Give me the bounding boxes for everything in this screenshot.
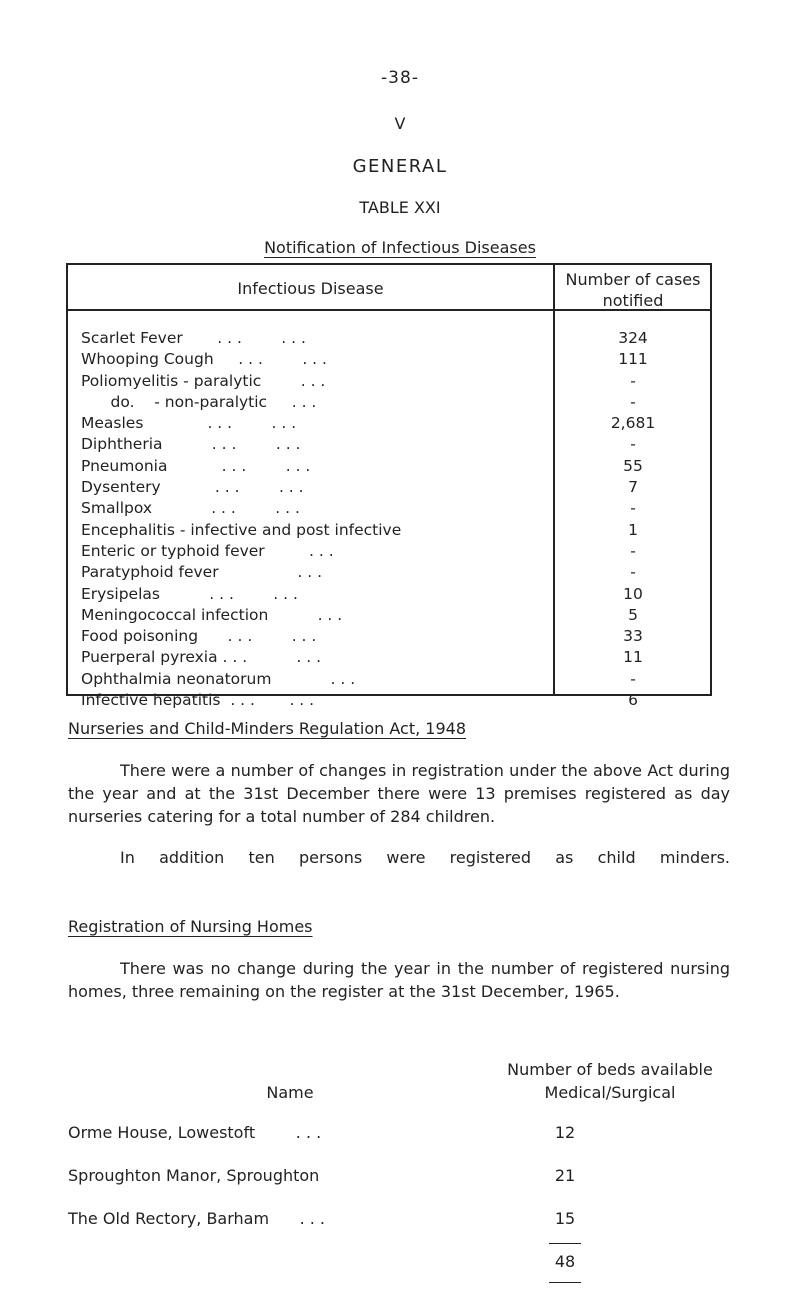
- home-name: The Old Rectory, Barham . . .: [68, 1209, 325, 1228]
- column-header-cases-line2: notified: [602, 291, 664, 310]
- child-minders-paragraph: In addition ten persons were registered as child minders.: [120, 848, 730, 867]
- table-row: [68, 350, 710, 371]
- table-row: [68, 627, 710, 648]
- section-number: V: [394, 114, 406, 133]
- table-row: [68, 670, 710, 691]
- table-row: [68, 393, 710, 414]
- cases-value: -: [630, 541, 636, 560]
- disease-name: Pneumonia . . . . . .: [81, 456, 311, 475]
- table-row: [68, 585, 710, 606]
- disease-name: Dysentery . . . . . .: [81, 478, 304, 497]
- cases-value: -: [630, 371, 636, 390]
- total-rule-bottom: [549, 1282, 581, 1283]
- cases-value: -: [630, 499, 636, 518]
- home-beds: 15: [554, 1209, 576, 1228]
- cases-value: 2,681: [610, 414, 656, 433]
- disease-name: do. - non-paralytic . . .: [81, 392, 317, 411]
- column-header-beds: [460, 1058, 760, 1104]
- beds-total: 48: [554, 1252, 576, 1271]
- home-name: Sproughton Manor, Sproughton: [68, 1166, 320, 1185]
- cases-value: 33: [623, 627, 643, 646]
- disease-name: Ophthalmia neonatorum . . .: [81, 669, 356, 688]
- table-body: [68, 329, 710, 712]
- cases-value: -: [630, 392, 636, 411]
- disease-name: Measles . . . . . .: [81, 414, 297, 433]
- column-header-name: [200, 1058, 380, 1104]
- cases-value: 111: [618, 350, 648, 369]
- column-header-cases-line1: Number of cases: [565, 270, 701, 289]
- total-rule-top: [549, 1243, 581, 1244]
- disease-name: Paratyphoid fever . . .: [81, 563, 323, 582]
- table-caption: Notification of Infectious Diseases: [264, 238, 536, 257]
- beds-header-line1: Number of beds available: [507, 1060, 713, 1079]
- table-row: [68, 329, 710, 350]
- infectious-disease-table: [66, 263, 712, 710]
- beds-header-line2: Medical/Surgical: [544, 1083, 676, 1102]
- table-row: [68, 478, 710, 499]
- disease-name: Erysipelas . . . . . .: [81, 584, 298, 603]
- disease-name: Infective hepatitis . . . . . .: [81, 691, 315, 710]
- disease-name: Smallpox . . . . . .: [81, 499, 300, 518]
- table-row: [68, 691, 710, 712]
- disease-name: Enteric or typhoid fever . . .: [81, 541, 334, 560]
- cases-value: -: [630, 563, 636, 582]
- cases-value: 1: [628, 520, 638, 539]
- cases-value: 6: [628, 691, 638, 710]
- table-row: [68, 435, 710, 456]
- table-row: [68, 372, 710, 393]
- section-heading: GENERAL: [352, 156, 448, 177]
- page-number: -38-: [381, 68, 419, 88]
- nursing-homes-heading: Registration of Nursing Homes: [68, 917, 313, 936]
- column-header-disease: Infectious Disease: [237, 279, 384, 298]
- disease-name: Encephalitis - infective and post infective: [81, 520, 402, 539]
- nurseries-paragraph: There were a number of changes in registration under the above Act during the year and at the 31st December there were 13 premises registered as day nurseries catering for a total number of 284 children.: [68, 761, 730, 826]
- table-row: [68, 648, 710, 669]
- column-header-cases: [555, 269, 711, 311]
- home-name: Orme House, Lowestoft . . .: [68, 1123, 322, 1142]
- cases-value: 324: [618, 329, 648, 347]
- home-beds: 12: [554, 1123, 576, 1142]
- cases-value: -: [630, 669, 636, 688]
- disease-name: Poliomyelitis - paralytic . . .: [81, 371, 326, 390]
- cases-value: 7: [628, 478, 638, 497]
- cases-value: 5: [628, 605, 638, 624]
- table-row: [68, 563, 710, 584]
- nurseries-heading: Nurseries and Child-Minders Regulation Act, 1948: [68, 719, 467, 738]
- table-row: [68, 521, 710, 542]
- disease-name: Diphtheria . . . . . .: [81, 435, 301, 454]
- disease-name: Food poisoning . . . . . .: [81, 627, 317, 646]
- cases-value: 55: [623, 456, 643, 475]
- cases-value: -: [630, 435, 636, 454]
- cases-value: 10: [623, 584, 643, 603]
- nursing-homes-paragraph: There was no change during the year in the number of registered nursing homes, three remaining on the register at the 31st December, 1965.: [68, 959, 730, 1001]
- table-row: [68, 499, 710, 520]
- table-row: [68, 606, 710, 627]
- cases-value: 11: [623, 648, 643, 667]
- disease-name: Whooping Cough . . . . . .: [81, 350, 327, 369]
- home-beds: 21: [554, 1166, 576, 1185]
- table-row: [68, 542, 710, 563]
- table-row: [68, 414, 710, 435]
- name-header-label: Name: [266, 1083, 314, 1102]
- disease-name: Puerperal pyrexia . . . . . .: [81, 648, 322, 667]
- table-row: [68, 457, 710, 478]
- disease-name: Meningococcal infection . . .: [81, 605, 343, 624]
- disease-name: Scarlet Fever . . . . . .: [81, 329, 306, 347]
- table-title: TABLE XXI: [359, 198, 441, 217]
